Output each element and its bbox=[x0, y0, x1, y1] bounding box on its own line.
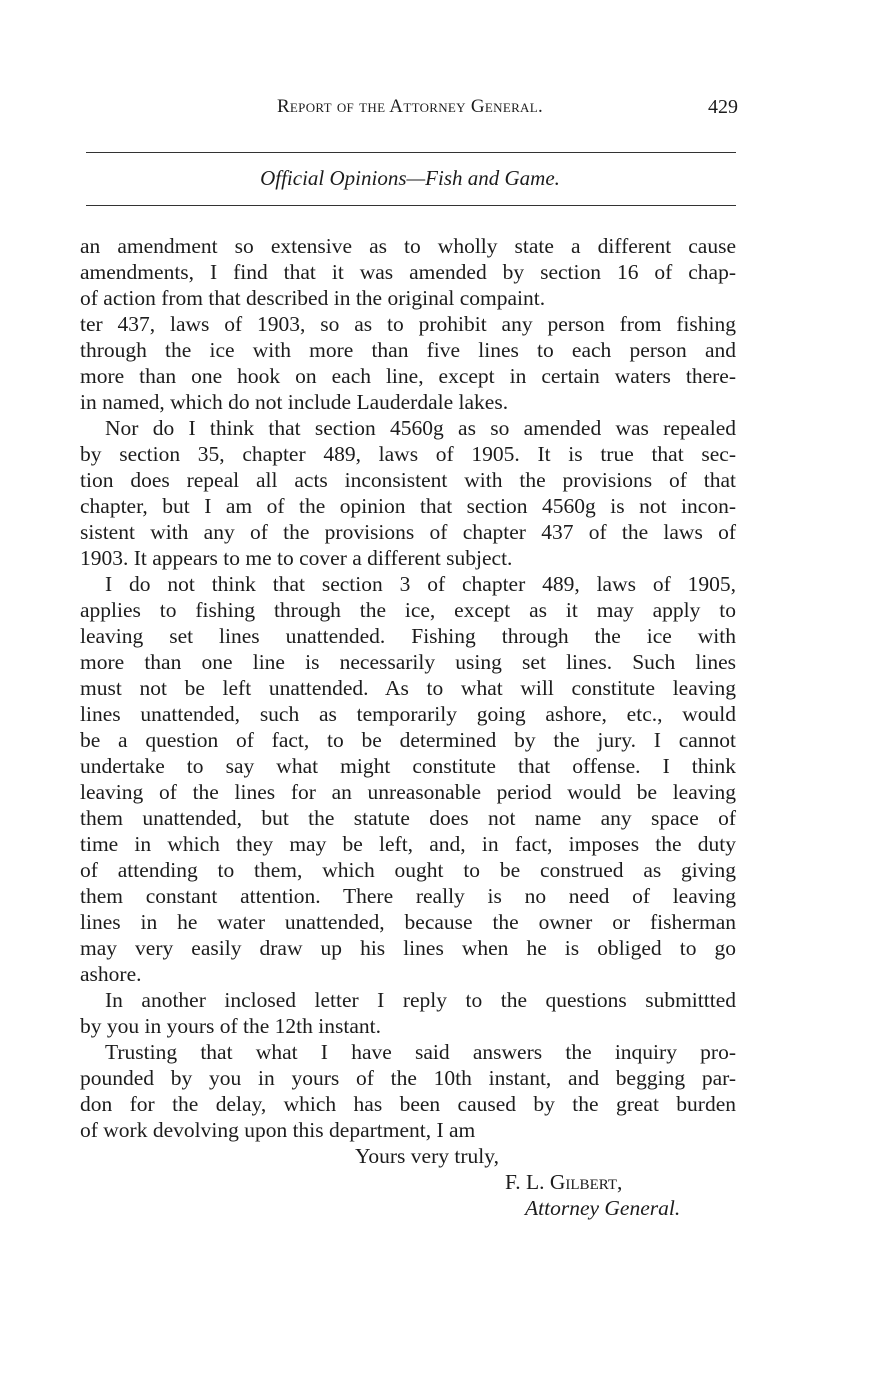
text-line: In another inclosed letter I reply to the questions submittted bbox=[105, 988, 736, 1012]
signer-name bbox=[80, 1169, 736, 1195]
text-line: time in which they may be left, and, in fact, imposes the duty bbox=[80, 832, 736, 856]
signer-initials: F. L. bbox=[505, 1170, 545, 1194]
text-line: by section 35, chapter 489, laws of 1905. It is true that sec- bbox=[80, 442, 736, 466]
running-header bbox=[80, 92, 740, 122]
text-line: them constant attention. There really is no need of leaving bbox=[80, 884, 736, 908]
text-line: 1903. It appears to me to cover a different subject. bbox=[80, 546, 513, 570]
text-line: an amendment so extensive as to wholly state a different cause bbox=[80, 234, 736, 258]
text-line: leaving of the lines for an unreasonable period would be leaving bbox=[80, 780, 736, 804]
salutation: Yours very truly, bbox=[355, 1144, 499, 1168]
text-line: through the ice with more than five lines to each person and bbox=[80, 338, 736, 362]
text-line: chapter, but I am of the opinion that section 4560g is not incon- bbox=[80, 494, 736, 518]
body-text bbox=[80, 233, 736, 1143]
text-line: applies to fishing through the ice, except as it may apply to bbox=[80, 598, 736, 622]
text-line: of attending to them, which ought to be construed as giving bbox=[80, 858, 736, 882]
paragraph bbox=[80, 571, 736, 987]
text-line: amendments, I find that it was amended by section 16 of chap- bbox=[80, 260, 736, 284]
running-title: Report of the Attorney General. bbox=[276, 96, 544, 117]
text-line: Trusting that what I have said answers the inquiry pro- bbox=[105, 1040, 736, 1064]
text-line: ashore. bbox=[80, 962, 142, 986]
page-number: 429 bbox=[708, 96, 738, 118]
text-line: lines in he water unattended, because the owner or fisherman bbox=[80, 910, 736, 934]
text-line: tion does repeal all acts inconsistent with the provisions of that bbox=[80, 468, 736, 492]
text-line: of action from that described in the original compaint. bbox=[80, 286, 546, 310]
paragraph bbox=[80, 1039, 736, 1143]
paragraph bbox=[80, 233, 736, 415]
text-line: may very easily draw up his lines when he is obliged to go bbox=[80, 936, 736, 960]
text-line: lines unattended, such as temporarily going ashore, etc., would bbox=[80, 702, 736, 726]
text-line: them unattended, but the statute does not name any space of bbox=[80, 806, 736, 830]
text-line: undertake to say what might constitute that offense. I think bbox=[80, 754, 736, 778]
signer-title: Attorney General. bbox=[525, 1196, 681, 1220]
closing-block bbox=[80, 1143, 736, 1221]
text-line: in named, which do not include Lauderdale lakes. bbox=[80, 390, 509, 414]
text-line: more than one line is necessarily using set lines. Such lines bbox=[80, 650, 736, 674]
text-line: must not be left unattended. As to what will constitute leaving bbox=[80, 676, 736, 700]
text-line: pounded by you in yours of the 10th instant, and begging par- bbox=[80, 1066, 736, 1090]
text-line: ter 437, laws of 1903, so as to prohibit any person from fishing bbox=[80, 312, 736, 336]
text-line: be a question of fact, to be determined by the jury. I cannot bbox=[80, 728, 736, 752]
header-rule-bottom bbox=[86, 205, 736, 206]
text-line: Nor do I think that section 4560g as so amended was repealed bbox=[105, 416, 736, 440]
text-line: by you in yours of the 12th instant. bbox=[80, 1014, 381, 1038]
paragraph bbox=[80, 415, 736, 571]
text-line: leaving set lines unattended. Fishing through the ice with bbox=[80, 624, 736, 648]
text-line: more than one hook on each line, except in certain waters there- bbox=[80, 364, 736, 388]
header-rule-top bbox=[86, 152, 736, 153]
text-line: sistent with any of the provisions of chapter 437 of the laws of bbox=[80, 520, 736, 544]
signer-surname: Gilbert, bbox=[549, 1170, 623, 1194]
text-line: of work devolving upon this department, I am bbox=[80, 1118, 476, 1142]
section-title: Official Opinions—Fish and Game. bbox=[260, 166, 560, 190]
paragraph bbox=[80, 987, 736, 1039]
text-line: don for the delay, which has been caused by the great burden bbox=[80, 1092, 736, 1116]
text-line: I do not think that section 3 of chapter 489, laws of 1905, bbox=[105, 572, 736, 596]
